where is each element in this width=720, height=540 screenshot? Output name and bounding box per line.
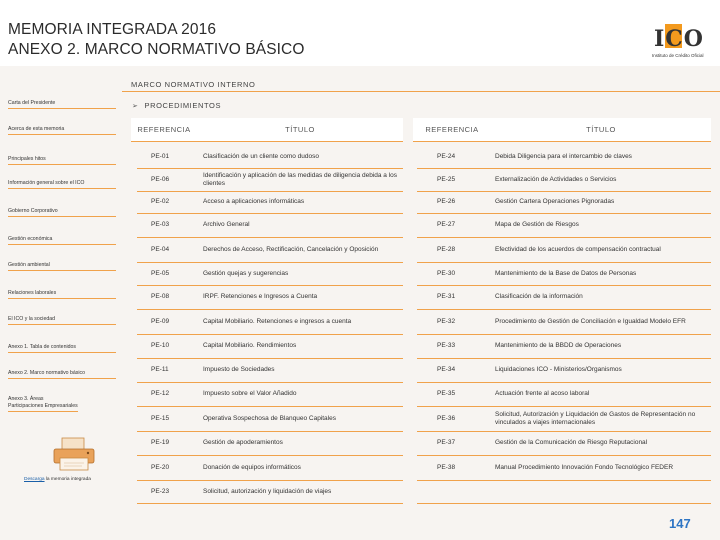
table-row: [131, 456, 711, 481]
cell-ref: PE-23: [137, 481, 197, 504]
cell-ref: PE-03: [137, 214, 197, 238]
cell-title: Manual Procedimiento Innovación Fondo Tecnológico FEDER: [491, 456, 711, 481]
subsection-title: [132, 101, 221, 110]
cell-ref: PE-24: [417, 146, 491, 169]
arrow-right-icon: ➢: [132, 103, 139, 110]
cell-title: Donación de equipos informáticos: [197, 456, 403, 481]
cell-title: Gestión quejas y sugerencias: [197, 263, 403, 286]
cell-title: Identificación y aplicación de las medidas de diligencia debida a los clientes: [197, 169, 403, 192]
sidebar-item-gestion-ambiental[interactable]: Gestión ambiental: [8, 262, 116, 271]
sidebar-item-carta[interactable]: Carta del Presidente: [8, 100, 116, 109]
section-divider: [122, 91, 720, 92]
cell-title: Impuesto de Sociedades: [197, 359, 403, 383]
document-subtitle: ANEXO 2. MARCO NORMATIVO BÁSICO: [8, 41, 305, 58]
table-row: [131, 214, 711, 238]
cell-ref: PE-31: [417, 286, 491, 310]
cell-title: Mapa de Gestión de Riesgos: [491, 214, 711, 238]
cell-title: IRPF. Retenciones e Ingresos a Cuenta: [197, 286, 403, 310]
cell-ref: PE-37: [417, 432, 491, 456]
sidebar-item-acerca[interactable]: Acerca de esta memoria: [8, 126, 116, 135]
table-row: [131, 407, 711, 432]
cell-title: Procedimiento de Gestión de Conciliación e Igualdad Modelo EFR: [491, 310, 711, 335]
logo-subtitle: Instituto de Crédito Oficial: [652, 53, 704, 58]
cell-title: Gestión de apoderamientos: [197, 432, 403, 456]
cell-title: Acceso a aplicaciones informáticas: [197, 192, 403, 214]
cell-title: Debida Diligencia para el intercambio de claves: [491, 146, 711, 169]
logo-lettering: ICO: [654, 26, 704, 52]
sidebar-item-anexo3[interactable]: Anexo 3. Áreas Participaciones Empresariales: [8, 396, 78, 412]
table-row: [131, 238, 711, 263]
cell-ref: PE-28: [417, 238, 491, 263]
subsection-label: PROCEDIMIENTOS: [144, 101, 222, 110]
table-row: [131, 286, 711, 310]
cell-ref: PE-10: [137, 335, 197, 359]
header-referencia-right: REFERENCIA: [413, 118, 491, 142]
cell-title: Liquidaciones ICO - Ministerios/Organismos: [491, 359, 711, 383]
cell-title: Efectividad de los acuerdos de compensación contractual: [491, 238, 711, 263]
cell-ref: PE-05: [137, 263, 197, 286]
table-row: [131, 146, 711, 169]
cell-ref: PE-38: [417, 456, 491, 481]
cell-ref-empty: [417, 481, 491, 504]
page-number: 147: [669, 516, 691, 531]
cell-title-empty: [491, 481, 711, 504]
table-row: [131, 263, 711, 286]
cell-ref: PE-35: [417, 383, 491, 407]
page-header: [0, 0, 720, 66]
section-title: MARCO NORMATIVO INTERNO: [131, 80, 256, 89]
cell-ref: PE-08: [137, 286, 197, 310]
cell-title: Capital Mobiliario. Rendimientos: [197, 335, 403, 359]
cell-ref: PE-25: [417, 169, 491, 192]
sidebar-item-anexo2[interactable]: Anexo 2. Marco normativo básico: [8, 370, 116, 379]
cell-ref: PE-20: [137, 456, 197, 481]
cell-ref: PE-15: [137, 407, 197, 432]
sidebar-item-gobierno[interactable]: Gobierno Corporativo: [8, 208, 116, 217]
cell-title: Clasificación de la información: [491, 286, 711, 310]
sidebar-item-relaciones[interactable]: Relaciones laborales: [8, 290, 116, 299]
cell-ref: PE-01: [137, 146, 197, 169]
cell-ref: PE-19: [137, 432, 197, 456]
table-row: [131, 383, 711, 407]
cell-ref: PE-06: [137, 169, 197, 192]
download-link-text[interactable]: Descarga: [24, 477, 45, 482]
cell-ref: PE-04: [137, 238, 197, 263]
cell-title: Externalización de Actividades o Servicios: [491, 169, 711, 192]
cell-title: Solicitud, Autorización y Liquidación de Gastos de Representación no vinculados a viajes internacionales: [491, 407, 711, 432]
cell-ref: PE-33: [417, 335, 491, 359]
cell-ref: PE-34: [417, 359, 491, 383]
cell-title: Derechos de Acceso, Rectificación, Cancelación y Oposición: [197, 238, 403, 263]
cell-title: Operativa Sospechosa de Blanqueo Capitales: [197, 407, 403, 432]
download-report-link[interactable]: [24, 477, 91, 482]
sidebar-item-gestion-economica[interactable]: Gestión económica: [8, 236, 116, 245]
table-row: [131, 359, 711, 383]
cell-ref: PE-27: [417, 214, 491, 238]
sidebar-item-sociedad[interactable]: El ICO y la sociedad: [8, 316, 116, 325]
cell-title: Impuesto sobre el Valor Añadido: [197, 383, 403, 407]
cell-ref: PE-09: [137, 310, 197, 335]
document-title: MEMORIA INTEGRADA 2016: [8, 21, 217, 38]
cell-ref: PE-36: [417, 407, 491, 432]
cell-ref: PE-30: [417, 263, 491, 286]
cell-ref: PE-26: [417, 192, 491, 214]
table-row: [131, 169, 711, 192]
header-titulo-left: TÍTULO: [197, 118, 403, 142]
sidebar-item-informacion[interactable]: Información general sobre el ICO: [8, 180, 116, 189]
cell-ref: PE-11: [137, 359, 197, 383]
header-referencia-left: REFERENCIA: [131, 118, 197, 142]
table-row: [131, 335, 711, 359]
cell-title: Archivo General: [197, 214, 403, 238]
table-row: [131, 310, 711, 335]
table-row: [131, 481, 711, 504]
printer-icon[interactable]: [52, 436, 96, 472]
table-row: [131, 192, 711, 214]
ico-logo[interactable]: [650, 22, 712, 62]
cell-ref: PE-32: [417, 310, 491, 335]
cell-title: Actuación frente al acoso laboral: [491, 383, 711, 407]
cell-title: Gestión Cartera Operaciones Pignoradas: [491, 192, 711, 214]
cell-title: Mantenimiento de la Base de Datos de Personas: [491, 263, 711, 286]
cell-title: Mantenimiento de la BBDD de Operaciones: [491, 335, 711, 359]
cell-title: Gestión de la Comunicación de Riesgo Reputacional: [491, 432, 711, 456]
cell-ref: PE-12: [137, 383, 197, 407]
cell-title: Clasificación de un cliente como dudoso: [197, 146, 403, 169]
sidebar-item-hitos[interactable]: Principales hitos: [8, 156, 116, 165]
sidebar-item-anexo1[interactable]: Anexo 1. Tabla de contenidos: [8, 344, 116, 353]
table-row: [131, 432, 711, 456]
cell-title: Capital Mobiliario. Retenciones e ingresos a cuenta: [197, 310, 403, 335]
download-link-suffix: la memoria integrada: [44, 477, 91, 482]
cell-title: Solicitud, autorización y liquidación de viajes: [197, 481, 403, 504]
header-titulo-right: TÍTULO: [491, 118, 711, 142]
cell-ref: PE-02: [137, 192, 197, 214]
